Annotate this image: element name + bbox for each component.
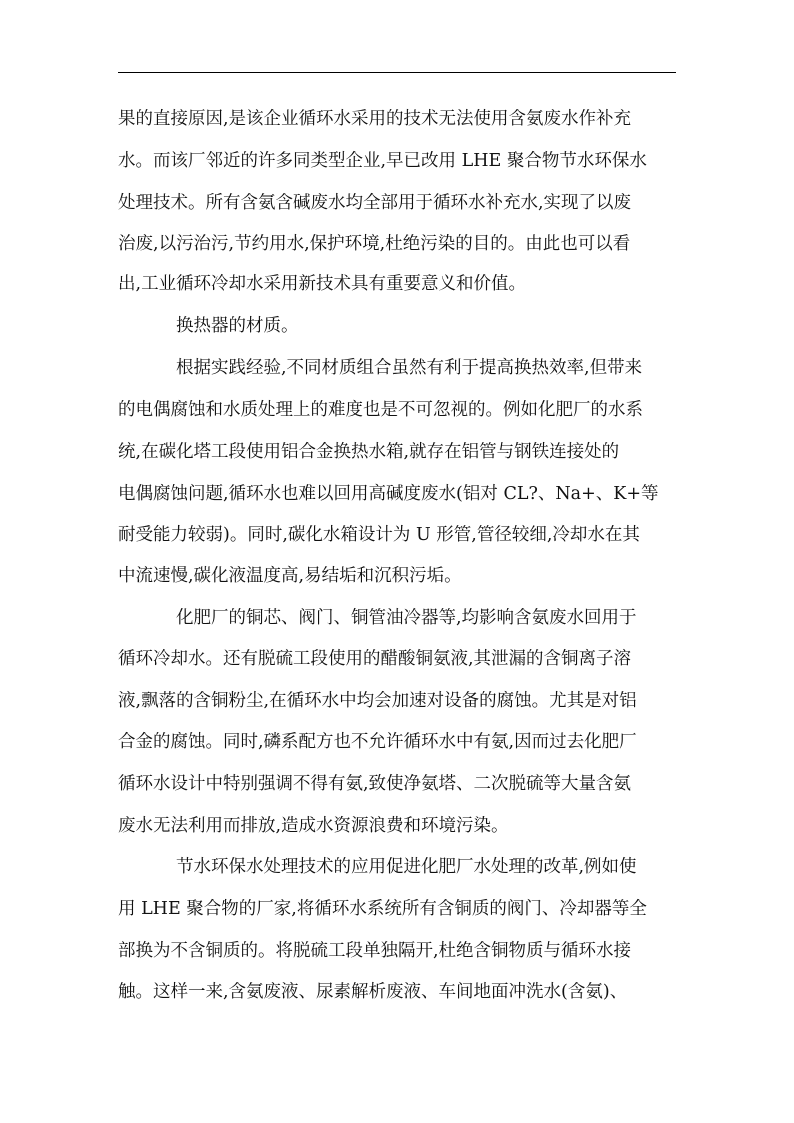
text-line: 合金的腐蚀。同时,磷系配方也不允许循环水中有氨,因而过去化肥厂 (118, 732, 637, 752)
text-line: 电偶腐蚀问题,循环水也难以回用高碱度废水(铝对 CL?、Na+、K+等 (118, 484, 659, 504)
text-line: 出,工业循环冷却水采用新技术具有重要意义和价值。 (118, 274, 527, 294)
header-rule (118, 72, 676, 73)
text-line: 节水环保水处理技术的应用促进化肥厂水处理的改革,例如使 (176, 857, 637, 877)
text-line: 循环水设计中特别强调不得有氨,致使净氨塔、二次脱硫等大量含氨 (118, 774, 632, 794)
text-line: 循环冷却水。还有脱硫工段使用的醋酸铜氨液,其泄漏的含铜离子溶 (118, 649, 632, 669)
text-line: 部换为不含铜质的。将脱硫工段单独隔开,杜绝含铜物质与循环水接 (118, 941, 632, 961)
text-line: 液,飘落的含铜粉尘,在循环水中均会加速对设备的腐蚀。尤其是对铝 (118, 691, 637, 711)
text-line: 根据实践经验,不同材质组合虽然有利于提高换热效率,但带来 (176, 358, 643, 378)
text-line: 的电偶腐蚀和水质处理上的难度也是不可忽视的。例如化肥厂的水系 (118, 400, 643, 420)
text-line: 化肥厂的铜芯、阀门、铜管油冷器等,均影响含氨废水回用于 (176, 608, 637, 628)
text-line: 水。而该厂邻近的许多同类型企业,早已改用 LHE 聚合物节水环保水 (118, 151, 647, 171)
text-line: 果的直接原因,是该企业循环水采用的技术无法使用含氨废水作补充 (118, 109, 632, 129)
text-line: 处理技术。所有含氨含碱废水均全部用于循环水补充水,实现了以废 (118, 193, 632, 213)
text-line: 中流速慢,碳化液温度高,易结垢和沉积污垢。 (118, 566, 462, 586)
text-line: 触。这样一来,含氨废液、尿素解析废液、车间地面冲洗水(含氨)、 (118, 982, 628, 1002)
text-line: 统,在碳化塔工段使用铝合金换热水箱,就存在铝管与钢铁连接处的 (118, 442, 620, 462)
text-line: 耐受能力较弱)。同时,碳化水箱设计为 U 形管,管径较细,冷却水在其 (118, 525, 640, 545)
text-line: 治废,以污治污,节约用水,保护环境,杜绝污染的目的。由此也可以看 (118, 234, 631, 254)
text-line: 用 LHE 聚合物的厂家,将循环水系统所有含铜质的阀门、冷却器等全 (118, 899, 647, 919)
text-line: 废水无法利用而排放,造成水资源浪费和环境污染。 (118, 816, 509, 836)
section-heading: 换热器的材质。 (176, 316, 299, 336)
